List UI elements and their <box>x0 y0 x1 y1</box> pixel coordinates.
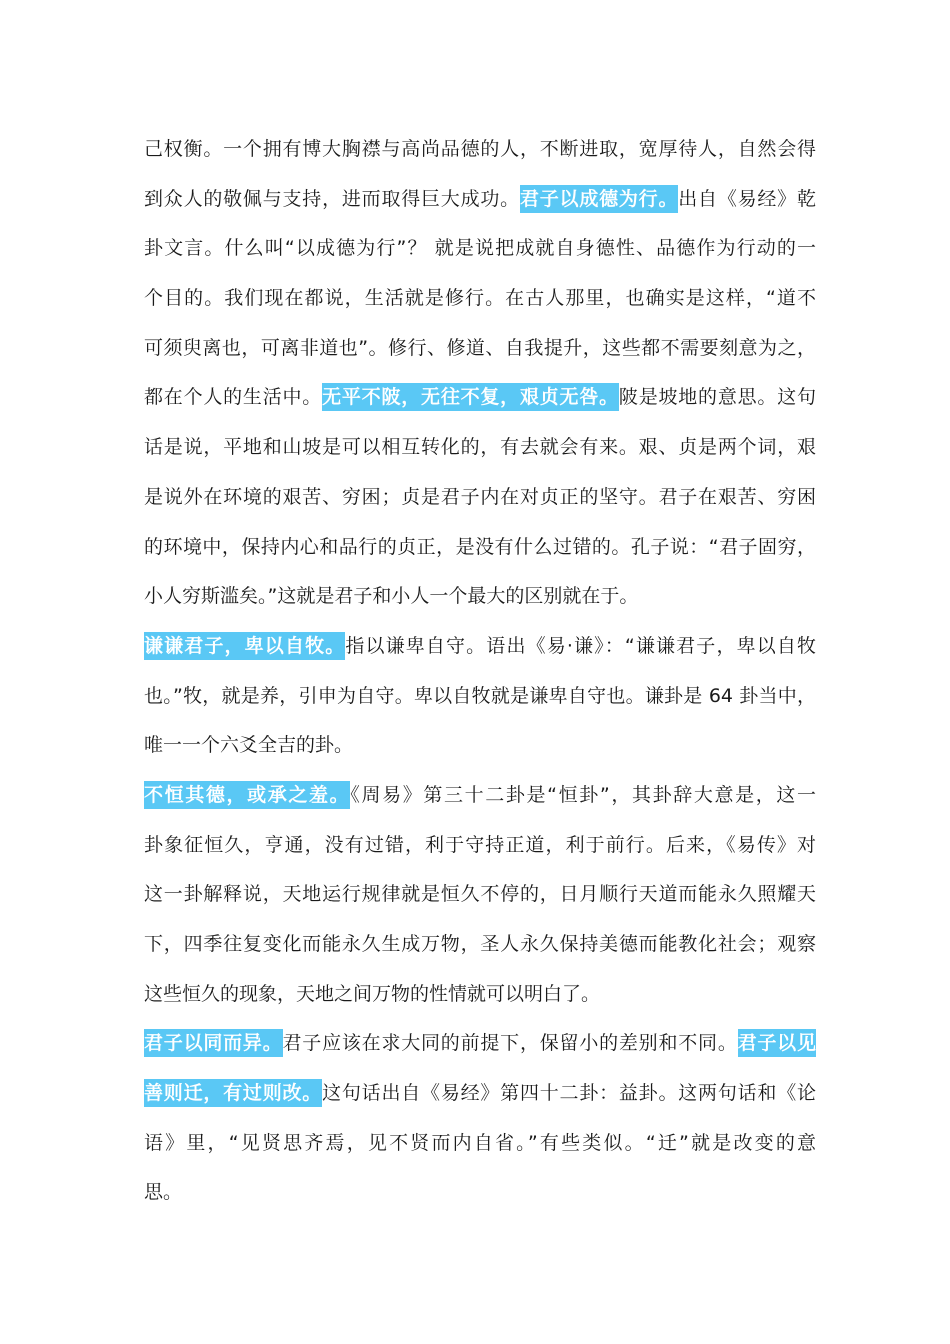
text-segment: 这一卦解释说，天地运行规律就是恒久不停的，日月顺行天道而能永久照耀天 <box>144 883 816 906</box>
text-segment: 己权衡。一个拥有博大胸襟与高尚品德的人，不断进取，宽厚待人，自然会得 <box>144 138 816 160</box>
document-body <box>144 125 816 1218</box>
highlighted-phrase: 善则迁，有过则改。 <box>144 1079 322 1107</box>
text-segment: 出自《易经》乾 <box>678 187 816 210</box>
text-line <box>144 920 816 970</box>
text-line <box>144 721 816 771</box>
text-segment: 下，四季往复变化而能永久生成万物，圣人永久保持美德而能教化社会；观察 <box>144 933 816 955</box>
text-line <box>144 821 816 871</box>
text-segment: 卦文言。什么叫“以成德为行”？ 就是说把成就自身德性、品德作为行动的一 <box>144 237 816 260</box>
text-segment: 这些恒久的现象，天地之间万物的性情就可以明白了。 <box>144 982 601 1005</box>
text-segment: 陂是坡地的意思。这句 <box>618 386 816 409</box>
highlighted-phrase: 不恒其德，或承之羞。 <box>144 781 350 809</box>
text-line <box>144 1069 816 1119</box>
text-line <box>144 1119 816 1169</box>
text-line <box>144 672 816 722</box>
text-segment: 可须臾离也，可离非道也”。修行、修道、自我提升，这些都不需要刻意为之， <box>144 336 816 359</box>
text-segment: 个目的。我们现在都说，生活就是修行。在古人那里，也确实是这样，“道不 <box>144 287 816 310</box>
highlighted-phrase: 无平不陂，无往不复，艰贞无咎。 <box>322 383 619 411</box>
text-line <box>144 274 816 324</box>
text-segment: 的环境中，保持内心和品行的贞正，是没有什么过错的。孔子说：“君子固穷， <box>144 535 816 558</box>
text-line <box>144 523 816 573</box>
text-segment: 指以谦卑自守。语出《易·谦》：“谦谦君子，卑以自牧 <box>345 634 816 657</box>
highlighted-phrase: 君子以成德为行。 <box>520 185 678 213</box>
text-line <box>144 870 816 920</box>
highlighted-phrase: 君子以同而异。 <box>144 1029 283 1057</box>
text-line <box>144 970 816 1020</box>
text-line <box>144 572 816 622</box>
text-segment: 到众人的敬佩与支持，进而取得巨大成功。 <box>144 187 520 210</box>
text-line <box>144 622 816 672</box>
text-segment: 卦象征恒久，亨通，没有过错，利于守持正道，利于前行。后来，《易传》对 <box>144 833 816 856</box>
text-segment: 语》里，“见贤思齐焉，见不贤而内自省。”有些类似。“迁”就是改变的意 <box>144 1131 816 1154</box>
text-line <box>144 373 816 423</box>
text-segment: 《周易》第三十二卦是“恒卦”，其卦辞大意是，这一 <box>350 783 816 806</box>
text-segment: 是说外在环境的艰苦、穷困；贞是君子内在对贞正的坚守。君子在艰苦、穷困 <box>144 485 816 508</box>
text-segment: 也。”牧，就是养，引申为自守。卑以自牧就是谦卑自守也。谦卦是 64 卦当中， <box>144 684 816 707</box>
text-line <box>144 1019 816 1069</box>
text-line <box>144 324 816 374</box>
text-line <box>144 423 816 473</box>
text-segment: 小人穷斯滥矣。”这就是君子和小人一个最大的区别就在于。 <box>144 585 639 608</box>
highlighted-phrase: 君子以见 <box>738 1029 816 1057</box>
text-segment: 唯一一个六爻全吉的卦。 <box>144 734 354 757</box>
text-segment: 话是说，平地和山坡是可以相互转化的，有去就会有来。艰、贞是两个词，艰 <box>144 436 816 459</box>
text-line <box>144 125 816 175</box>
text-line <box>144 224 816 274</box>
text-line <box>144 175 816 225</box>
text-segment: 君子应该在求大同的前提下，保留小的差别和不同。 <box>282 1032 738 1055</box>
text-line <box>144 473 816 523</box>
text-segment: 都在个人的生活中。 <box>144 386 323 409</box>
text-line <box>144 771 816 821</box>
text-segment: 这句话出自《易经》第四十二卦：益卦。这两句话和《论 <box>322 1082 816 1105</box>
text-segment: 思。 <box>144 1181 183 1204</box>
text-line <box>144 1168 816 1218</box>
highlighted-phrase: 谦谦君子，卑以自牧。 <box>144 632 345 660</box>
